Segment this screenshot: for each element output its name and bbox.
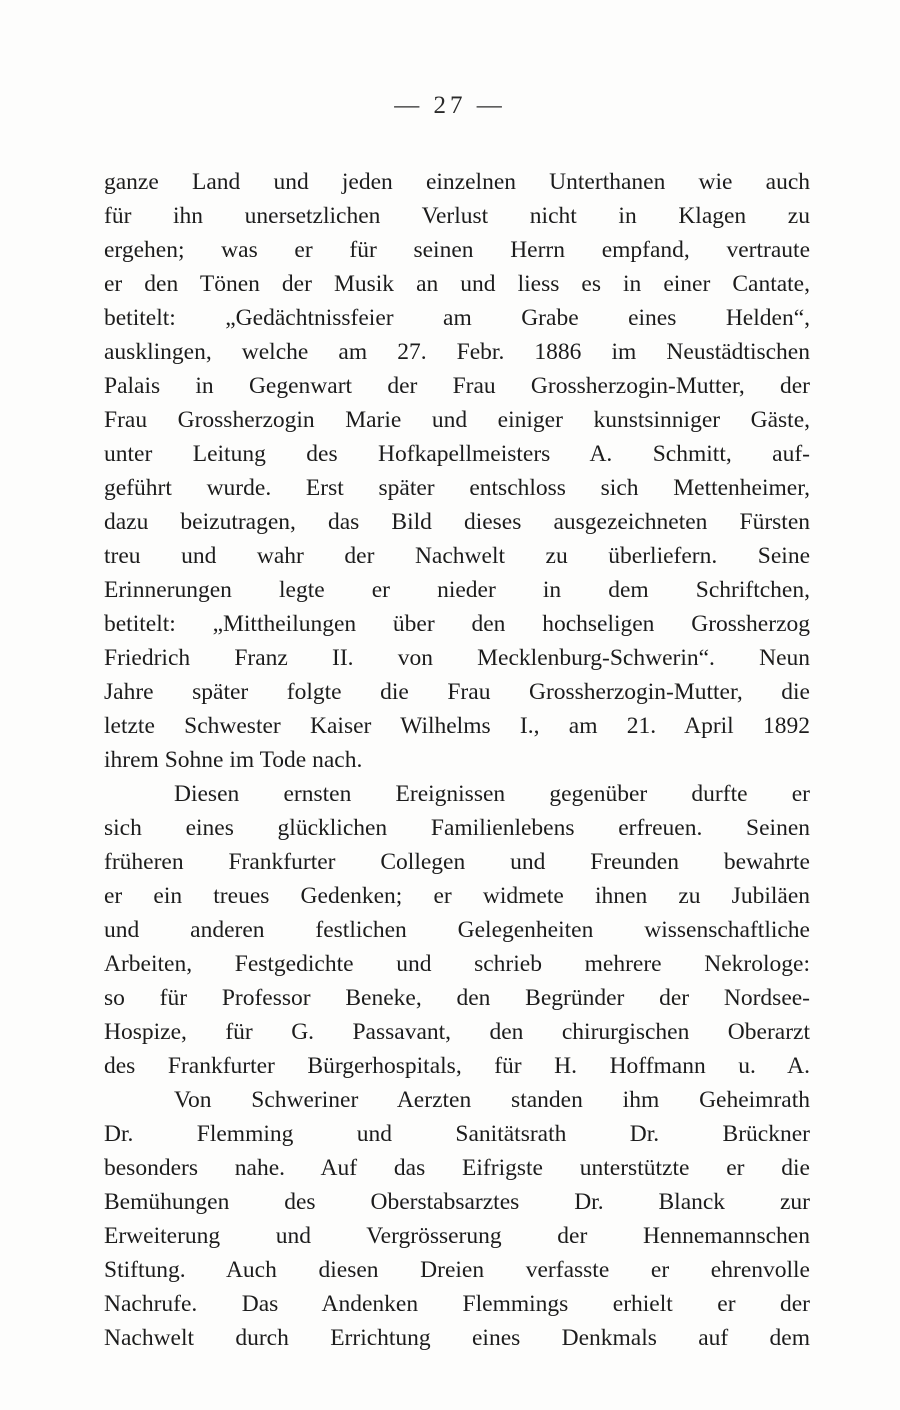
text-line: dazu beizutragen, das Bild dieses ausgezeichneten Fürsten: [104, 509, 810, 535]
text-line: und anderen festlichen Gelegenheiten wissenschaftliche: [104, 917, 810, 943]
text-line: Erinnerungen legte er nieder in dem Schriftchen,: [104, 577, 810, 603]
text-line: Friedrich Franz II. von Mecklenburg-Schwerin“. Neun: [104, 645, 810, 671]
text-line: so für Professor Beneke, den Begründer der Nordsee-: [104, 985, 810, 1011]
text-line: früheren Frankfurter Collegen und Freunden bewahrte: [104, 849, 810, 875]
paragraph-end-line: ihrem Sohne im Tode nach.: [104, 747, 363, 773]
text-line: ganze Land und jeden einzelnen Unterthanen wie auch: [104, 169, 810, 195]
text-line: betitelt: „Gedächtnissfeier am Grabe eines Helden“,: [104, 305, 810, 331]
text-line: ergehen; was er für seinen Herrn empfand, vertraute: [104, 237, 810, 263]
paragraph-start-line: Von Schweriner Aerzten standen ihm Geheimrath: [174, 1087, 810, 1113]
text-line: Dr. Flemming und Sanitätsrath Dr. Brückner: [104, 1121, 810, 1147]
text-line: unter Leitung des Hofkapellmeisters A. Schmitt, auf-: [104, 441, 810, 467]
text-line: er ein treues Gedenken; er widmete ihnen zu Jubiläen: [104, 883, 810, 909]
text-line: Nachrufe. Das Andenken Flemmings erhielt er der: [104, 1291, 810, 1317]
text-line: Stiftung. Auch diesen Dreien verfasste er ehrenvolle: [104, 1257, 810, 1283]
text-line: ausklingen, welche am 27. Febr. 1886 im Neustädtischen: [104, 339, 810, 365]
text-line: Palais in Gegenwart der Frau Grossherzogin-Mutter, der: [104, 373, 810, 399]
text-line: Erweiterung und Vergrösserung der Hennemannschen: [104, 1223, 810, 1249]
text-line: letzte Schwester Kaiser Wilhelms I., am 21. April 1892: [104, 713, 810, 739]
text-line: Hospize, für G. Passavant, den chirurgischen Oberarzt: [104, 1019, 810, 1045]
paragraph-start-line: Diesen ernsten Ereignissen gegenüber durfte er: [174, 781, 810, 807]
text-line: Frau Grossherzogin Marie und einiger kunstsinniger Gäste,: [104, 407, 810, 433]
body-text: [104, 165, 810, 1355]
text-line: für ihn unersetzlichen Verlust nicht in Klagen zu: [104, 203, 810, 229]
text-line: er den Tönen der Musik an und liess es in einer Cantate,: [104, 271, 810, 297]
text-line: Bemühungen des Oberstabsarztes Dr. Blanck zur: [104, 1189, 810, 1215]
text-line: betitelt: „Mittheilungen über den hochseligen Grossherzog: [104, 611, 810, 637]
text-line: des Frankfurter Bürgerhospitals, für H. Hoffmann u. A.: [104, 1053, 810, 1079]
text-line: sich eines glücklichen Familienlebens erfreuen. Seinen: [104, 815, 810, 841]
text-line: treu und wahr der Nachwelt zu überliefern. Seine: [104, 543, 810, 569]
text-line: geführt wurde. Erst später entschloss sich Mettenheimer,: [104, 475, 810, 501]
page-number: — 27 —: [394, 92, 506, 119]
text-line: Jahre später folgte die Frau Grossherzogin-Mutter, die: [104, 679, 810, 705]
text-line: besonders nahe. Auf das Eifrigste unterstützte er die: [104, 1155, 810, 1181]
text-line: Nachwelt durch Errichtung eines Denkmals auf dem: [104, 1325, 810, 1351]
text-line: Arbeiten, Festgedichte und schrieb mehrere Nekrologe:: [104, 951, 810, 977]
